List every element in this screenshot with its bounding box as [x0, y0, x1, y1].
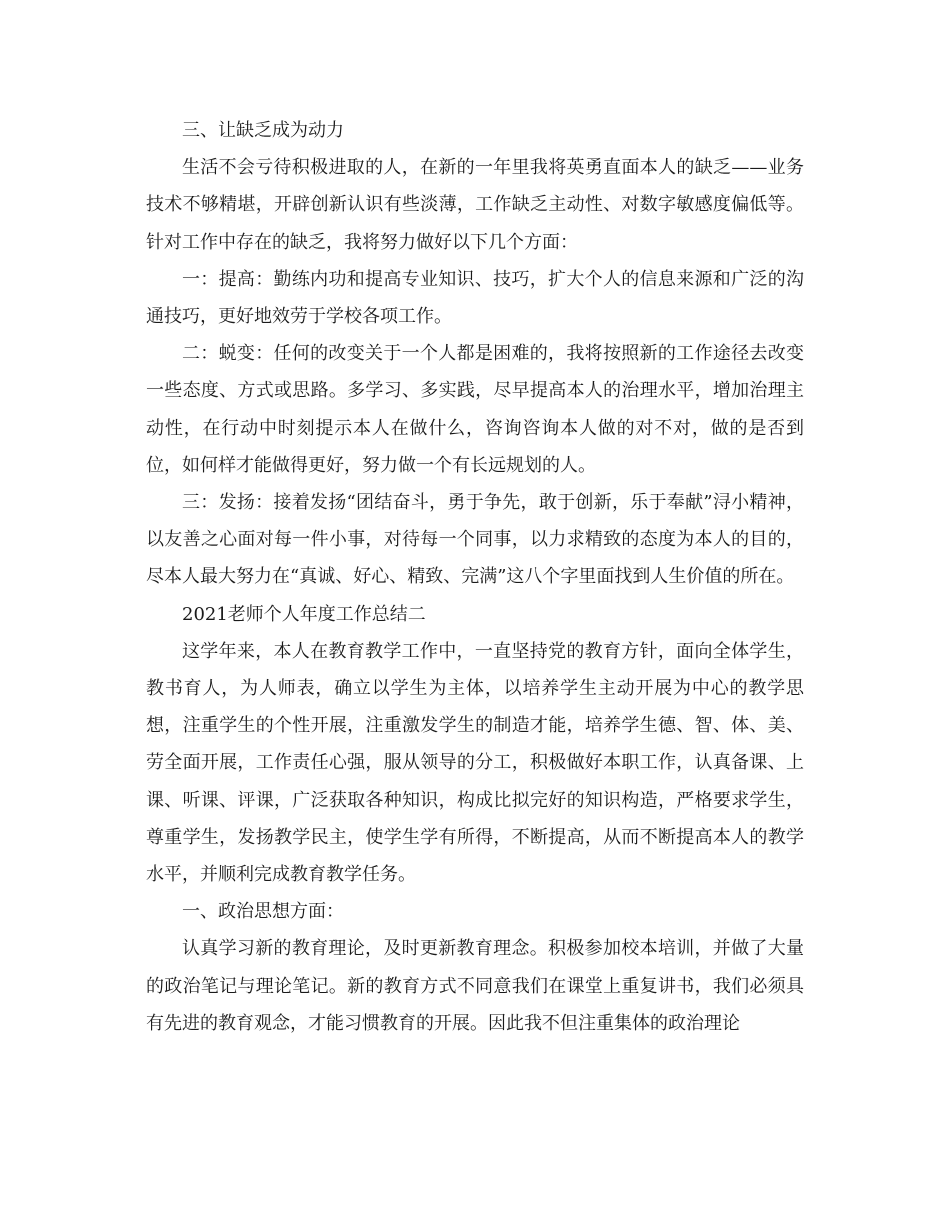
paragraph-carry-forward: 三：发扬：接着发扬“团结奋斗，勇于争先，敢于创新，乐于奉献”浔小精神，以友善之心面对每一件小事，对待每一个同事，以力求精致的态度为本人的目的，尽本人最大努力在“真诚、好心、精致、完满”这八个字里面找到人生价值的所在。 — [146, 492, 804, 588]
section-heading-political-thought: 一、政治思想方面： — [182, 901, 344, 923]
section-title-summary-two: 2021老师个人年度工作总结二 — [182, 603, 426, 625]
paragraph-transform: 二：蜕变：任何的改变关于一个人都是困难的，我将按照新的工作途径去改变一些态度、方式或思路。多学习、多实践，尽早提高本人的治理水平，增加治理主动性，在行动中时刻提示本人在做什么，咨询咨询本人做的对不对，做的是否到位，如何样才能做得更好，努力做一个有长远规划的人。 — [146, 343, 804, 476]
paragraph-study-theory: 认真学习新的教育理论，及时更新教育理念。积极参加校本培训，并做了大量的政治笔记与理论笔记。新的教育方式不同意我们在课堂上重复讲书，我们必须具有先进的教育观念，才能习惯教育的开展。因此我不但注重集体的政治理论 — [146, 938, 804, 1034]
section-heading-lack-as-motivation: 三、让缺乏成为动力 — [182, 120, 344, 141]
paragraph-teaching-overview: 这学年来，本人在教育教学工作中，一直坚持党的教育方针，面向全体学生，教书育人，为人师表，确立以学生为主体，以培养学生主动开展为中心的教学思想，注重学生的个性开展，注重激发学生的制造才能，培养学生德、智、体、美、劳全面开展，工作责任心强，服从领导的分工，积极做好本职工作，认真备课、上课、听课、评课，广泛获取各种知识，构成比拟完好的知识构造，严格要求学生，尊重学生，发扬教学民主，使学生学有所得，不断提高，从而不断提高本人的教学水平，并顺利完成教育教学任务。 — [146, 640, 804, 886]
paragraph-shortcomings: 生活不会亏待积极进取的人，在新的一年里我将英勇直面本人的缺乏——业务技术不够精堪，开辟创新认识有些淡薄，工作缺乏主动性、对数字敏感度偏低等。针对工作中存在的缺乏，我将努力做好以下几个方面： — [146, 157, 804, 253]
paragraph-improve: 一：提高：勤练内功和提高专业知识、技巧，扩大个人的信息来源和广泛的沟通技巧，更好地效劳于学校各项工作。 — [146, 268, 804, 328]
document-body — [146, 112, 804, 1042]
